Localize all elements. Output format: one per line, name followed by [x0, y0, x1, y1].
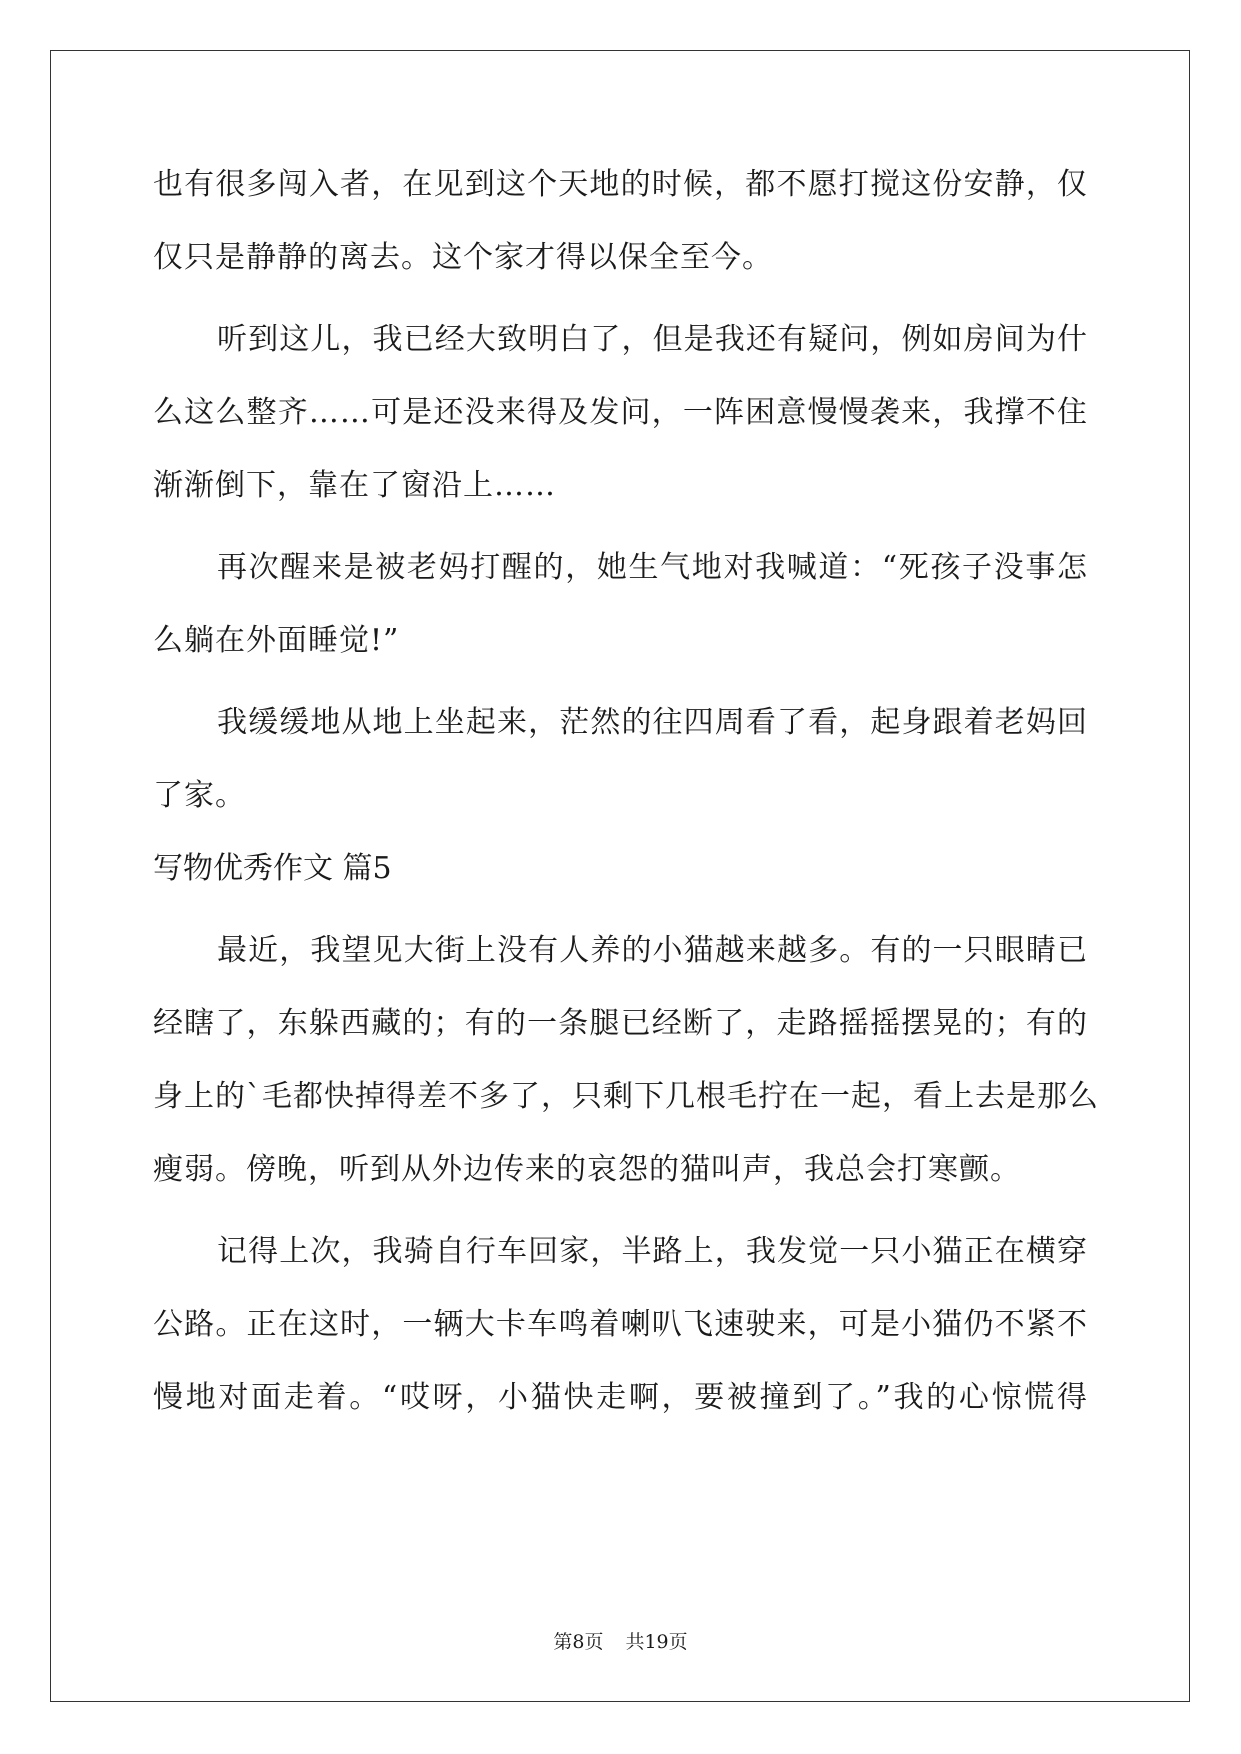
text-line: 么躺在外面睡觉!” [153, 623, 400, 658]
text-line: 公路。正在这时，一辆大卡车鸣着喇叭飞速驶来，可是小猫仍不紧不 [153, 1307, 1088, 1342]
text-line: 听到这儿，我已经大致明白了，但是我还有疑问，例如房间为什 [217, 322, 1088, 357]
text-line: 仅只是静静的离去。这个家才得以保全至今。 [153, 240, 773, 275]
text-line: 记得上次，我骑自行车回家，半路上，我发觉一只小猫正在横穿 [217, 1234, 1088, 1269]
text-line: 瘦弱。傍晚，听到从外边传来的哀怨的猫叫声，我总会打寒颤。 [153, 1152, 1021, 1187]
text-line: 身上的`毛都快掉得差不多了，只剩下几根毛拧在一起，看上去是那么 [153, 1079, 1099, 1114]
text-line: 最近，我望见大街上没有人养的小猫越来越多。有的一只眼睛已 [217, 933, 1088, 968]
text-line: 再次醒来是被老妈打醒的，她生气地对我喊道：“死孩子没事怎 [217, 550, 1088, 585]
text-line: 渐渐倒下，靠在了窗沿上…… [153, 468, 556, 503]
text-line: 我缓缓地从地上坐起来，茫然的往四周看了看，起身跟着老妈回 [217, 705, 1088, 740]
section-heading: 写物优秀作文 篇5 [153, 851, 392, 886]
page-total: 共19页 [625, 1631, 688, 1653]
text-line: 慢地对面走着。“哎呀，小猫快走啊，要被撞到了。”我的心惊慌得 [153, 1380, 1088, 1415]
text-line: 么这么整齐……可是还没来得及发问，一阵困意慢慢袭来，我撑不住 [153, 395, 1088, 430]
text-line: 经瞎了，东躲西藏的；有的一条腿已经断了，走路摇摇摆晃的；有的 [153, 1006, 1088, 1041]
text-line: 也有很多闯入者，在见到这个天地的时候，都不愿打搅这份安静，仅 [153, 167, 1088, 202]
text-line: 了家。 [153, 778, 246, 813]
page-number: 第8页 [553, 1631, 604, 1653]
page-footer [0, 1630, 1241, 1654]
